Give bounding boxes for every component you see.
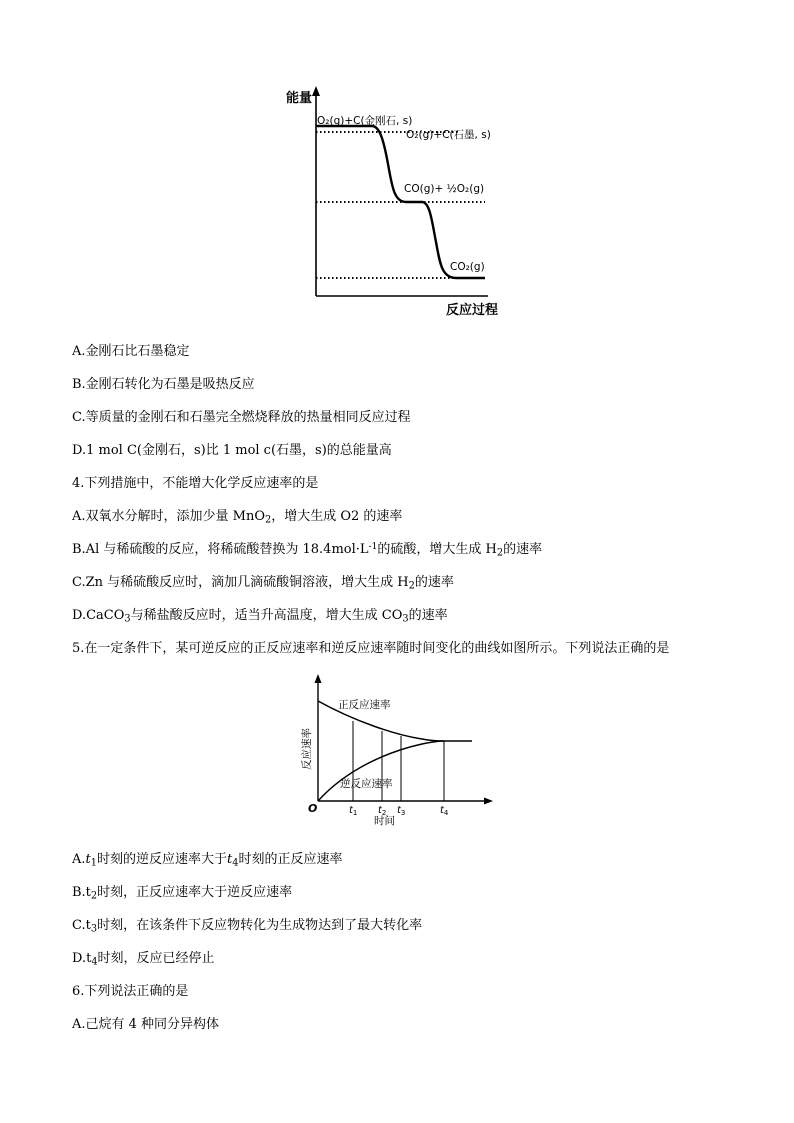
q4-c-post: 的速率 <box>414 575 454 590</box>
q5-option-b <box>72 881 292 901</box>
q4-option-d <box>72 604 448 624</box>
energy-diagram <box>280 82 520 322</box>
tick-t1 <box>349 805 357 817</box>
tick-t2-t: t <box>378 805 382 816</box>
co2-level-label: CO₂(g) <box>450 261 485 273</box>
q5-c-post: 时刻，在该条件下反应物转化为生成物达到了最大转化率 <box>97 918 423 933</box>
q5-option-c <box>72 914 422 934</box>
q5-d-sub: 4 <box>91 956 98 968</box>
q4-option-c <box>72 571 454 591</box>
q5-c-sub: 3 <box>90 923 98 935</box>
q4-a-post: ，增大生成 O2 的速率 <box>271 509 403 524</box>
q4-b-mid: 的硫酸，增大生成 H <box>377 542 497 557</box>
q5-b-sub: 2 <box>90 890 98 902</box>
energy-y-label: 能量 <box>286 91 313 106</box>
q4-option-b <box>72 538 542 558</box>
tick-t4-t: t <box>440 805 444 816</box>
tick-t3-t: t <box>397 805 401 816</box>
tick-t2 <box>378 805 386 817</box>
q3-option-a: A.金刚石比石墨稳定 <box>72 344 190 359</box>
q4-option-a <box>72 505 402 525</box>
q4-d-post: 的速率 <box>408 608 448 623</box>
q5-a-mid: 时刻的逆反应速率大于 <box>96 852 227 867</box>
tick-t1-t: t <box>349 805 353 816</box>
diamond-level-label: O₂(g)+C(金刚石, s) <box>317 115 413 127</box>
tick-t3 <box>397 805 405 817</box>
q4-d-mid: 与稀盐酸反应时，适当升高温度，增大生成 CO <box>130 608 403 623</box>
origin-label: O <box>308 802 318 815</box>
q6-stem: 6.下列说法正确的是 <box>72 984 189 999</box>
tick-t4-sub: 4 <box>443 809 449 817</box>
tick-t2-sub: 2 <box>381 809 387 817</box>
rate-x-label: 时间 <box>374 815 395 827</box>
graphite-level-label: O₂(g)+C(石墨, s) <box>406 129 491 141</box>
q5-c-pre: C.t <box>72 918 91 933</box>
reverse-rate-curve <box>318 741 444 801</box>
q3-option-d: D.1 mol C(金刚石，s)比 1 mol c(石墨，s)的总能量高 <box>72 443 392 458</box>
q4-a-sub: 2 <box>265 514 272 526</box>
energy-x-label: 反应过程 <box>446 303 499 318</box>
q5-a-t1-sub: 1 <box>90 857 97 869</box>
q4-c-pre: C.Zn 与稀硫酸反应时，滴加几滴硫酸铜溶液，增大生成 H <box>72 575 409 590</box>
rate-y-label: 反应速率 <box>301 728 313 770</box>
q4-d-sub2: 3 <box>402 613 409 625</box>
q5-a-post: 时刻的正反应速率 <box>238 852 343 867</box>
energy-diagram-svg <box>280 82 520 322</box>
q4-a-pre: A.双氧水分解时，添加少量 MnO <box>72 509 265 524</box>
q5-d-pre: D.t <box>72 951 92 966</box>
rate-diagram-svg <box>296 670 502 832</box>
q5-a-t4-sub: 4 <box>232 857 239 869</box>
q4-d-pre: D.CaCO <box>72 608 125 623</box>
q3-option-c: C.等质量的金刚石和石墨完全燃烧释放的热量相同反应过程 <box>72 410 411 425</box>
q4-b-sup: -1 <box>368 541 378 552</box>
q4-b-pre: B.Al 与稀硫酸的反应，将稀硫酸替换为 18.4mol·L <box>72 542 369 557</box>
q5-d-post: 时刻，反应已经停止 <box>97 951 215 966</box>
q4-b-post: 的速率 <box>503 542 543 557</box>
q4-c-sub: 2 <box>408 580 415 592</box>
q5-stem: 5.在一定条件下，某可逆反应的正反应速率和逆反应速率随时间变化的曲线如图所示。下列说法正确的是 <box>72 641 670 656</box>
q4-b-sub: 2 <box>496 547 504 559</box>
q5-a-t1: t <box>85 852 91 867</box>
rate-diagram <box>296 670 502 832</box>
forward-rate-label: 正反应速率 <box>338 699 391 711</box>
q5-b-post: 时刻，正反应速率大于逆反应速率 <box>97 885 293 900</box>
q5-b-pre: B.t <box>72 885 91 900</box>
q6-option-a: A.己烷有 4 种同分异构体 <box>72 1017 220 1032</box>
energy-y-axis-arrow <box>312 86 320 96</box>
q5-option-d <box>72 947 215 967</box>
rate-y-axis-arrow <box>315 674 322 683</box>
tick-t3-sub: 3 <box>400 809 406 817</box>
q3-option-b: B.金刚石转化为石墨是吸热反应 <box>72 377 255 392</box>
q5-a-pre: A. <box>72 852 86 867</box>
q4-d-sub1: 3 <box>124 613 131 625</box>
rate-x-axis-arrow <box>484 798 493 805</box>
q5-a-t4: t <box>227 852 233 867</box>
tick-t1-sub: 1 <box>352 809 358 817</box>
co-level-label: CO(g)+ ½O₂(g) <box>404 183 485 195</box>
q4-stem: 4.下列措施中，不能增大化学反应速率的是 <box>72 476 319 491</box>
reverse-rate-label: 逆反应速率 <box>340 778 393 790</box>
tick-t4 <box>440 805 449 817</box>
q5-option-a <box>72 848 342 868</box>
